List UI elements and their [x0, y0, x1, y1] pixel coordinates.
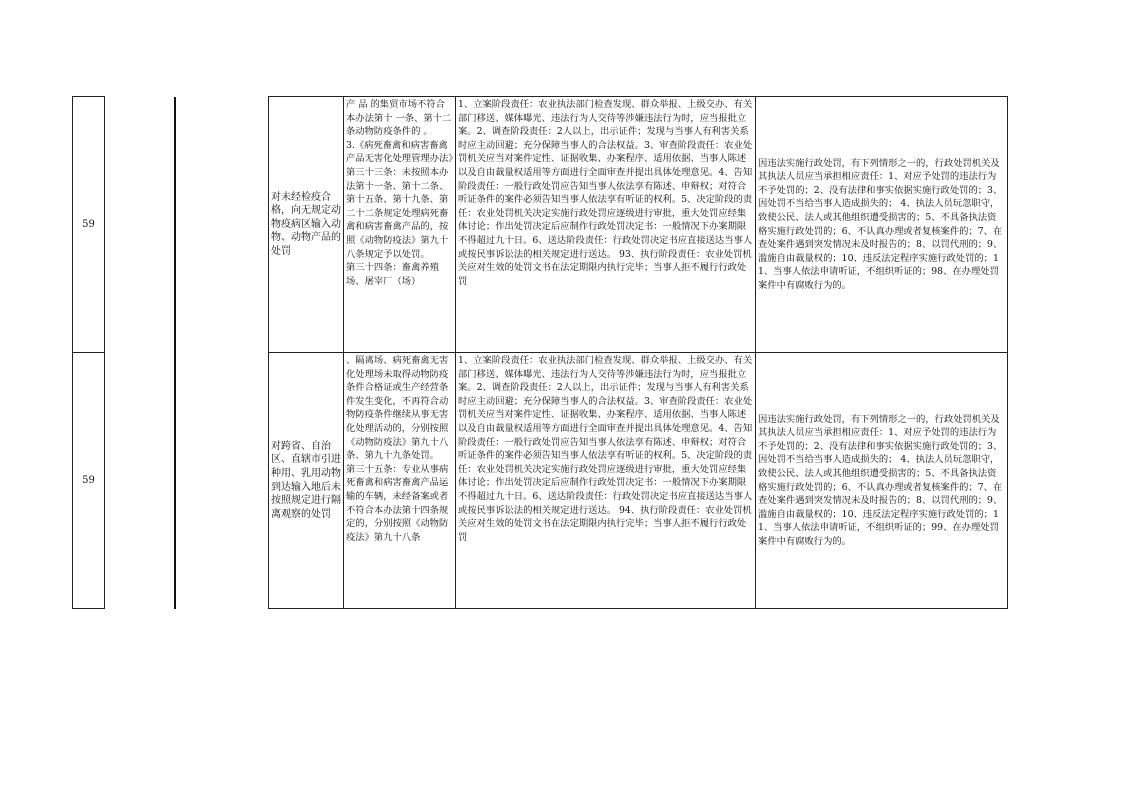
- responsibility-cell: [456, 97, 756, 353]
- accountability-cell: [756, 97, 1008, 353]
- penalty-table: [72, 96, 1008, 609]
- responsibility-text: 1、立案阶段责任：农业执法部门检查发现、群众举报、上级交办、有关部门移送、媒体曝光、违法行为人交待等涉嫌违法行为时，应当报批立案。2、调查阶段责任：2人以上，出示证件；发现与当事人有利害关系时应主动回避；充分保障当事人的合法权益。3、审查阶段责任：农业处罚机关应当对案件定性、证据收集、办案程序、适用依据、当事人陈述以及自由裁量权适用等方面进行全面审查并提出具体处理意见。4、告知阶段责任：一般行政处罚应告知当事人依法享有陈述、申辩权；对符合听证条件的案件必须告知当事人依法享有听证的权利。5、决定阶段的责任：农业处罚机关决定实施行政处罚应逐级进行审批，重大处罚应经集体讨论；作出处罚决定后应制作行政处罚决定书：一般情况下办案期限不得超过九十日。6、送达阶段责任：行政处罚决定书应直接送达当事人或按民事诉讼法的相关规定进行送达。 94、执行阶段责任：农业处罚机关应对生效的处罚文书在法定期限内执行完毕；当事人拒不履行行政处罚: [458, 355, 753, 543]
- seq-number: 59: [82, 475, 95, 486]
- item-name: 对未经检疫合格，向无规定动物疫病区输入动物、动物产品的处罚: [271, 191, 341, 257]
- accountability-cell: [756, 353, 1008, 609]
- seq-cell: [73, 97, 105, 353]
- item-name: 对跨省、自治区、直辖市引进种用、乳用动物到达输入地后未按照规定进行隔离观察的处罚: [271, 440, 341, 520]
- table-row: [73, 353, 1008, 609]
- item-cell: [269, 353, 344, 609]
- blank-cell: [175, 353, 269, 609]
- basis-cell: [344, 97, 456, 353]
- item-cell: [269, 97, 344, 353]
- legal-basis: 、隔离场、病死畜禽无害化处理场未取得动物防疫条件合格证或生产经营条件发生变化，不再符合动物防疫条件继续从事无害化处理活动的，分别按照《动物防疫法》第九十八条、第九十九条处罚。 第三十五条：专业从事病死畜禽和病害畜禽产品运输的车辆，未经备案或者不符合本办法第十四条规定的，分别按照《动物防疫法》第九十八条: [346, 355, 449, 543]
- seq-number: 59: [82, 219, 95, 230]
- legal-basis: 产 品 的集贸市场不符合本办法第十 一条、第十二 条动物防疫条件的 。 3.《病死畜禽和病害畜禽产品无害化处理管理办法》第三十三条：未按照本办法第十一条、第十二条、第十五条、第十九条、第二十二条规定处理病死畜禽和病害畜禽产品的，按照《动物防疫法》第九十八条规定予以处罚。 第三十四条：畜禽养殖场、屠宰厂（场）: [346, 99, 453, 287]
- blank-cell: [175, 97, 269, 353]
- seq-cell: [73, 353, 105, 609]
- responsibility-cell: [456, 353, 756, 609]
- blank-cell: [105, 97, 175, 353]
- blank-cell: [105, 353, 175, 609]
- accountability-text: 因违法实施行政处罚，有下列情形之一的，行政处罚机关及其执法人员应当承担相应责任：1、对应予处罚的违法行为不予处罚的；2、没有法律和事实依据实施行政处罚的；3、因处罚不当给当事人造成损失的； 4、执法人员玩忽职守，致使公民、法人或其他组织遭受损害的；5、不具备执法资格实施行政处罚的；6、不认真办理或者复核案件的；7、在查处案件遇到突发情况未及时报告的；8、以罚代刑的；9、滥施自由裁量权的；10、违反法定程序实施行政处罚的；11、当事人依法申请听证，不组织听证的；98、在办理处罚案件中有腐败行为的。: [758, 157, 1003, 291]
- responsibility-text: 1、立案阶段责任：农业执法部门检查发现、群众举报、上级交办、有关部门移送、媒体曝光、违法行为人交待等涉嫌违法行为时，应当报批立案。2、调查阶段责任：2人以上，出示证件；发现与当事人有利害关系时应主动回避；充分保障当事人的合法权益。3、审查阶段责任：农业处罚机关应当对案件定性、证据收集、办案程序、适用依据、当事人陈述以及自由裁量权适用等方面进行全面审查并提出具体处理意见。4、告知阶段责任：一般行政处罚应告知当事人依法享有陈述、申辩权；对符合听证条件的案件必须告知当事人依法享有听证的权利。5、决定阶段的责任：农业处罚机关决定实施行政处罚应逐级进行审批，重大处罚应经集体讨论；作出处罚决定后应制作行政处罚决定书：一般情况下办案期限不得超过九十日。6、送达阶段责任：行政处罚决定书应直接送达当事人或按民事诉讼法的相关规定进行送达。 93、执行阶段责任：农业处罚机关应对生效的处罚文书在法定期限内执行完毕；当事人拒不履行行政处罚: [458, 99, 753, 287]
- accountability-text: 因违法实施行政处罚，有下列情形之一的，行政处罚机关及其执法人员应当承担相应责任：1、对应予处罚的违法行为不予处罚的；2、没有法律和事实依据实施行政处罚的；3、因处罚不当给当事人造成损失的； 4、执法人员玩忽职守，致使公民、法人或其他组织遭受损害的；5、不具备执法资格实施行政处罚的；6、不认真办理或者复核案件的；7、在查处案件遇到突发情况未及时报告的；8、以罚代刑的；9、滥施自由裁量权的；10、违反法定程序实施行政处罚的；11、当事人依法申请听证，不组织听证的；99、在办理处罚案件中有腐败行为的。: [758, 413, 1003, 547]
- table-row: [73, 97, 1008, 353]
- basis-cell: [344, 353, 456, 609]
